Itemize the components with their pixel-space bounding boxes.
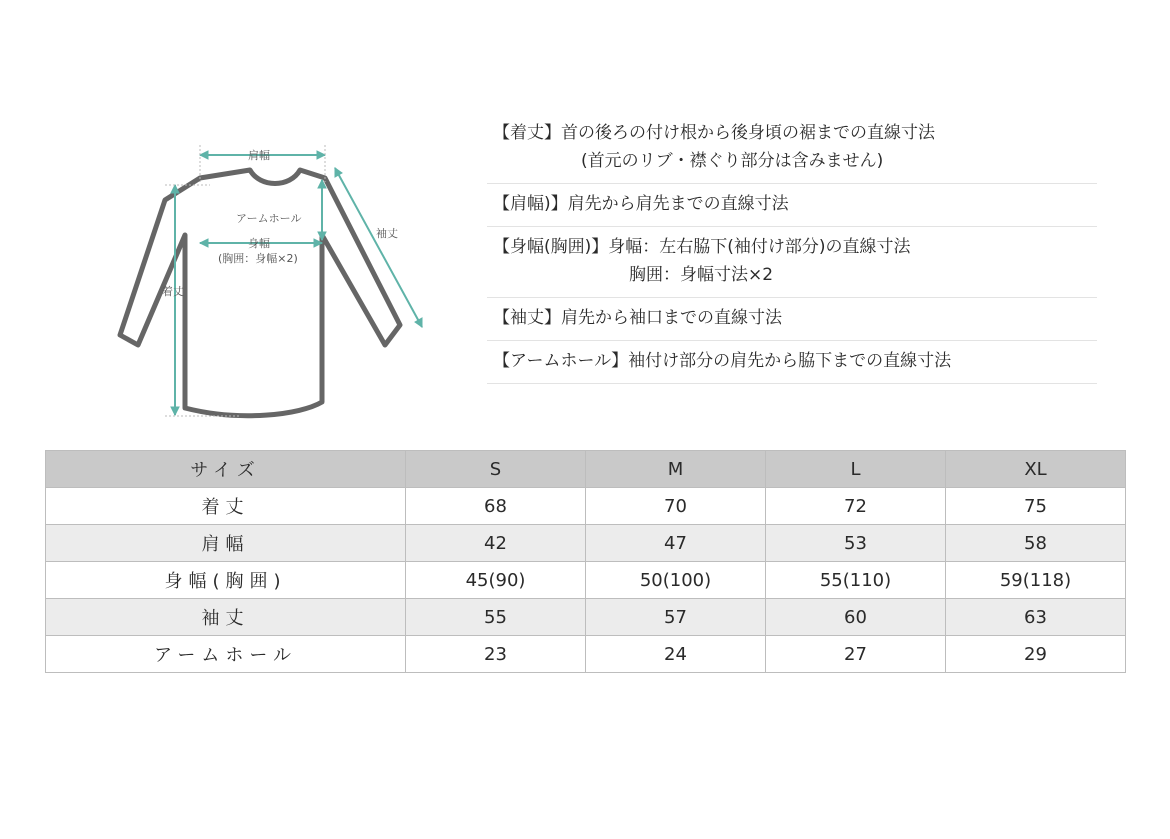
- garment-diagram: [100, 140, 450, 430]
- table-cell: 50(100): [586, 562, 766, 599]
- table-cell: 57: [586, 599, 766, 636]
- table-cell: 24: [586, 636, 766, 673]
- length-arrow: [165, 185, 240, 416]
- header-size: サイズ: [46, 451, 406, 488]
- row-label: アームホール: [46, 636, 406, 673]
- definition-text: 【着丈】首の後ろの付け根から後身頃の裾までの直線寸法: [493, 123, 935, 143]
- table-cell: 53: [766, 525, 946, 562]
- table-cell: 29: [946, 636, 1126, 673]
- shoulder-label: 肩幅: [248, 149, 270, 162]
- table-cell: 75: [946, 488, 1126, 525]
- body-width-label: 身幅: [248, 237, 270, 250]
- table-row: [46, 525, 1126, 562]
- definition-shoulder: [487, 184, 1097, 227]
- definition-armhole: [487, 341, 1097, 384]
- definition-note: (首元のリブ・襟ぐり部分は含みません): [581, 151, 884, 171]
- table-cell: 47: [586, 525, 766, 562]
- row-label: 肩幅: [46, 525, 406, 562]
- table-cell: 58: [946, 525, 1126, 562]
- definition-text: 【袖丈】肩先から袖口までの直線寸法: [493, 308, 782, 328]
- definition-text: 【肩幅)】肩先から肩先までの直線寸法: [493, 194, 789, 214]
- table-cell: 59(118): [946, 562, 1126, 599]
- table-cell: 72: [766, 488, 946, 525]
- definition-length: [487, 113, 1097, 184]
- definition-text: 【身幅(胸囲)】身幅：左右脇下(袖付け部分)の直線寸法: [493, 237, 911, 257]
- table-row: [46, 488, 1126, 525]
- table-header-row: [46, 451, 1126, 488]
- table-cell: 68: [406, 488, 586, 525]
- table-cell: 70: [586, 488, 766, 525]
- definition-body-width: [487, 227, 1097, 298]
- table-cell: 27: [766, 636, 946, 673]
- table-cell: 45(90): [406, 562, 586, 599]
- table-cell: 23: [406, 636, 586, 673]
- size-table: [45, 450, 1126, 673]
- table-cell: 60: [766, 599, 946, 636]
- definition-sleeve: [487, 298, 1097, 341]
- table-row: [46, 562, 1126, 599]
- length-label: 着丈: [162, 285, 184, 298]
- measurement-definitions: [487, 113, 1097, 384]
- sleeve-label: 袖丈: [376, 227, 398, 240]
- header-s: S: [406, 451, 586, 488]
- table-cell: 55(110): [766, 562, 946, 599]
- table-row: [46, 636, 1126, 673]
- header-m: M: [586, 451, 766, 488]
- sleeve-arrow: [335, 168, 422, 327]
- header-xl: XL: [946, 451, 1126, 488]
- header-l: L: [766, 451, 946, 488]
- row-label: 袖丈: [46, 599, 406, 636]
- table-cell: 42: [406, 525, 586, 562]
- chest-label: (胸囲：身幅×2): [218, 252, 298, 265]
- row-label: 着丈: [46, 488, 406, 525]
- armhole-label: アームホール: [236, 212, 302, 225]
- definition-text: 【アームホール】袖付け部分の肩先から脇下までの直線寸法: [493, 351, 952, 371]
- row-label: 身幅(胸囲): [46, 562, 406, 599]
- table-cell: 55: [406, 599, 586, 636]
- armhole-arrow: [318, 180, 326, 240]
- table-cell: 63: [946, 599, 1126, 636]
- definition-note: 胸囲：身幅寸法×2: [629, 265, 774, 285]
- table-row: [46, 599, 1126, 636]
